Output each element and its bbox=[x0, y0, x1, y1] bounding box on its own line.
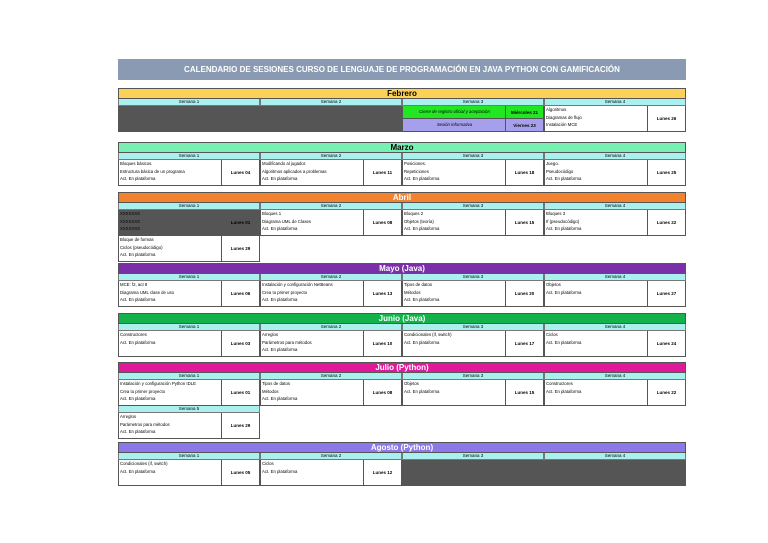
topic-line: Diagrama UML clase de uso bbox=[120, 289, 175, 295]
topic-line: Parámetros para métodos bbox=[120, 421, 170, 427]
week-row bbox=[118, 153, 686, 160]
event-row bbox=[402, 119, 544, 132]
topic-line: Objetos bbox=[546, 282, 561, 287]
session-topic bbox=[118, 210, 222, 236]
week-label: Semana 4 bbox=[544, 203, 686, 210]
topic-line: Arreglos bbox=[262, 332, 279, 337]
topic-line: Bloques 1 bbox=[262, 211, 282, 216]
session-cell bbox=[118, 210, 260, 236]
session-topic bbox=[402, 210, 506, 236]
topic-line: Act. En plataforma bbox=[262, 468, 298, 474]
topic-line: Act. En plataforma bbox=[262, 347, 298, 352]
session-date: Lunes 08 bbox=[364, 210, 402, 236]
session-cell bbox=[402, 380, 544, 406]
session-row bbox=[118, 331, 686, 357]
session-date: Lunes 05 bbox=[222, 460, 260, 486]
session-cell bbox=[118, 106, 260, 132]
topic-line: Act. En plataforma bbox=[546, 339, 582, 345]
session-cell bbox=[544, 281, 686, 307]
session-cell bbox=[544, 380, 686, 406]
topic-line: Act. En plataforma bbox=[262, 176, 298, 181]
topic-line: Bloque de formas bbox=[120, 237, 154, 242]
session-topic bbox=[260, 210, 364, 236]
session-topic bbox=[402, 281, 506, 307]
session-topic bbox=[544, 210, 648, 236]
session-topic bbox=[402, 380, 506, 406]
topic-line: Juego. bbox=[546, 161, 559, 166]
topic-line: Ciclos (pseudocódigo) bbox=[120, 244, 163, 250]
session-date: Lunes 26 bbox=[648, 106, 686, 132]
week-label: Semana 1 bbox=[118, 99, 260, 106]
session-date: Lunes 22 bbox=[648, 210, 686, 236]
topic-line: Act. En plataforma bbox=[404, 297, 440, 302]
session-row bbox=[118, 160, 686, 186]
session-topic bbox=[544, 460, 648, 486]
session-topic bbox=[118, 380, 222, 406]
week-row bbox=[118, 203, 686, 210]
topic-line: Act. En plataforma bbox=[404, 388, 440, 394]
session-date: Lunes 22 bbox=[648, 380, 686, 406]
topic-line: Act. En plataforma bbox=[120, 339, 156, 345]
session-topic bbox=[118, 160, 222, 186]
topic-line: Act. En plataforma bbox=[546, 226, 582, 231]
session-date: Lunes 08 bbox=[364, 380, 402, 406]
session-topic bbox=[402, 160, 506, 186]
topic-line: Métodos bbox=[262, 388, 279, 394]
week-label: Semana 4 bbox=[544, 274, 686, 281]
week-label: Semana 1 bbox=[118, 453, 260, 460]
page-title: CALENDARIO DE SESIONES CURSO DE LENGUAJE DE PROGRAMACIÓN EN JAVA PYTHON CON GAMIFICACIÓN bbox=[118, 59, 686, 80]
topic-line: Act. En plataforma bbox=[262, 297, 298, 302]
week-label: Semana 3 bbox=[402, 453, 544, 460]
week-row bbox=[118, 453, 686, 460]
session-cell bbox=[260, 331, 402, 357]
session-topic bbox=[118, 281, 222, 307]
session-cell bbox=[118, 281, 260, 307]
session-date bbox=[648, 460, 686, 486]
session-row bbox=[118, 106, 686, 132]
session-topic bbox=[260, 160, 364, 186]
event-row bbox=[402, 106, 544, 119]
topic-line: Act. En plataforma bbox=[120, 468, 156, 474]
topic-line: Diagrama UML de Clases bbox=[262, 218, 312, 224]
topic-line: Tipos de datos bbox=[262, 381, 291, 386]
session-cell bbox=[118, 236, 260, 262]
session-date: Lunes 15 bbox=[506, 210, 544, 236]
session-date: Lunes 13 bbox=[364, 281, 402, 307]
topic-line: Act. En plataforma bbox=[404, 226, 440, 231]
week-label: Semana 2 bbox=[260, 453, 402, 460]
session-cell bbox=[402, 160, 544, 186]
topic-line: Métodos bbox=[404, 289, 421, 295]
event-text: Sesión informativa bbox=[402, 119, 506, 132]
topic-line: Condicionales (if, switch) bbox=[404, 332, 452, 337]
month-agosto bbox=[118, 442, 686, 486]
topic-line: Instalación MCE bbox=[546, 122, 578, 127]
session-topic bbox=[544, 380, 648, 406]
session-cell bbox=[118, 380, 260, 406]
session-topic bbox=[402, 331, 506, 357]
topic-line: Algoritmos bbox=[546, 107, 567, 112]
session-date: Lunes 20 bbox=[506, 281, 544, 307]
session-cell bbox=[260, 281, 402, 307]
session-date: Lunes 29 bbox=[222, 413, 260, 439]
week-label: Semana 3 bbox=[402, 203, 544, 210]
session-date: Lunes 24 bbox=[648, 331, 686, 357]
topic-line: XXXXXXX bbox=[120, 211, 141, 216]
session-topic bbox=[260, 460, 364, 486]
session-topic bbox=[118, 331, 222, 357]
session-cell bbox=[544, 460, 686, 486]
topic-line: Bloques 2 bbox=[404, 211, 424, 216]
session-row bbox=[118, 210, 686, 236]
month-header: Abril bbox=[118, 192, 686, 203]
topic-line: Modificando al jugador. bbox=[262, 161, 307, 166]
month-header: Junio (Java) bbox=[118, 313, 686, 324]
topic-line: Act. En plataforma bbox=[120, 252, 156, 257]
week-row bbox=[118, 373, 686, 380]
session-date: Lunes 11 bbox=[364, 160, 402, 186]
session-cell bbox=[260, 160, 402, 186]
session-date bbox=[506, 460, 544, 486]
week-label: Semana 3 bbox=[402, 99, 544, 106]
session-topic bbox=[260, 281, 364, 307]
session-cell bbox=[402, 210, 544, 236]
week-label: Semana 4 bbox=[544, 453, 686, 460]
topic-line: Estructura básica de un programa bbox=[120, 168, 185, 174]
topic-line: Condicionales (if, switch) bbox=[120, 461, 168, 466]
session-cell bbox=[544, 160, 686, 186]
topic-line: Posiciones. bbox=[404, 161, 426, 166]
session-row bbox=[118, 460, 686, 486]
topic-line: Crea tu primer proyecto bbox=[262, 289, 308, 295]
topic-line: Diagramas de flujo bbox=[546, 114, 582, 120]
session-cell bbox=[402, 281, 544, 307]
topic-line: Act. En plataforma bbox=[120, 176, 156, 181]
session-topic bbox=[402, 460, 506, 486]
topic-line: Act. En plataforma bbox=[546, 176, 582, 181]
session-topic bbox=[260, 331, 364, 357]
session-cell bbox=[402, 331, 544, 357]
session-date: Lunes 25 bbox=[648, 160, 686, 186]
topic-line: Act. En plataforma bbox=[404, 339, 440, 345]
session-date: Lunes 01 bbox=[222, 210, 260, 236]
session-topic bbox=[118, 460, 222, 486]
topic-line: XXXXXXX bbox=[120, 226, 141, 231]
month-header: Agosto (Python) bbox=[118, 442, 686, 453]
topic-line: Act. En plataforma bbox=[120, 396, 156, 401]
topic-line: Act. En plataforma bbox=[262, 396, 298, 401]
session-topic bbox=[118, 106, 222, 132]
week-label: Semana 3 bbox=[402, 274, 544, 281]
month-junio bbox=[118, 313, 686, 357]
month-header: Julio (Python) bbox=[118, 362, 686, 373]
session-cell bbox=[118, 160, 260, 186]
topic-line: Parámetros para métodos bbox=[262, 339, 312, 345]
topic-line: Objetos (teoría) bbox=[404, 218, 434, 224]
month-header: Marzo bbox=[118, 142, 686, 153]
topic-line: Ciclos bbox=[546, 332, 558, 337]
week-label: Semana 1 bbox=[118, 153, 260, 160]
week-label: Semana 1 bbox=[118, 324, 260, 331]
topic-line: Constructores bbox=[120, 332, 147, 337]
month-mayo bbox=[118, 263, 686, 307]
session-date bbox=[364, 106, 402, 132]
topic-line: Ciclos bbox=[262, 461, 274, 466]
month-header: Mayo (Java) bbox=[118, 263, 686, 274]
topic-line: Act. En plataforma bbox=[404, 176, 440, 181]
month-marzo bbox=[118, 142, 686, 186]
session-date: Lunes 15 bbox=[506, 380, 544, 406]
session-cell bbox=[260, 460, 402, 486]
extra-row bbox=[118, 236, 686, 262]
session-topic bbox=[260, 380, 364, 406]
month-julio bbox=[118, 362, 686, 439]
week-label: Semana 3 bbox=[402, 153, 544, 160]
session-date: Lunes 17 bbox=[506, 331, 544, 357]
week-label: Semana 3 bbox=[402, 373, 544, 380]
session-topic bbox=[118, 236, 222, 262]
topic-line: Tipos de datos bbox=[404, 282, 433, 287]
topic-line: Objetos bbox=[404, 381, 419, 386]
session-row bbox=[118, 380, 686, 406]
topic-line: Bloques 3 bbox=[546, 211, 566, 216]
event-date: Miércoles 21 bbox=[506, 106, 544, 119]
topic-line: Crea tu primer proyecto bbox=[120, 388, 166, 394]
session-cell bbox=[544, 106, 686, 132]
week-label: Semana 5 bbox=[118, 406, 260, 413]
session-date: Lunes 03 bbox=[222, 331, 260, 357]
topic-line: Pseudocódigo bbox=[546, 168, 574, 174]
week-label: Semana 2 bbox=[260, 373, 402, 380]
topic-line: Repeticiones bbox=[404, 168, 429, 174]
week-label: Semana 4 bbox=[544, 153, 686, 160]
month-header: Febrero bbox=[118, 88, 686, 99]
session-cell bbox=[118, 331, 260, 357]
month-febrero bbox=[118, 88, 686, 132]
topic-line: Bloques básicos. bbox=[120, 161, 153, 166]
session-cell bbox=[118, 460, 260, 486]
session-row bbox=[118, 281, 686, 307]
topic-line: Arreglos bbox=[120, 414, 137, 419]
session-topic bbox=[544, 160, 648, 186]
topic-line: Instalación y configuración Python IDLE bbox=[120, 381, 196, 386]
session-topic bbox=[260, 106, 364, 132]
topic-line: MCE: f2, act 8 bbox=[120, 282, 148, 287]
topic-line: Instalación y configuración NetBeans bbox=[262, 282, 333, 287]
session-date: Lunes 06 bbox=[222, 281, 260, 307]
session-date: Lunes 18 bbox=[506, 160, 544, 186]
session-cell bbox=[260, 210, 402, 236]
session-cell bbox=[260, 380, 402, 406]
topic-line: Act. En plataforma bbox=[120, 429, 156, 434]
week-label: Semana 4 bbox=[544, 373, 686, 380]
week-label: Semana 3 bbox=[402, 324, 544, 331]
week-label: Semana 2 bbox=[260, 203, 402, 210]
session-cell bbox=[402, 460, 544, 486]
session-cell bbox=[118, 413, 260, 439]
week-label: Semana 1 bbox=[118, 274, 260, 281]
week-row bbox=[118, 324, 686, 331]
topic-line: XXXXXXX bbox=[120, 218, 141, 224]
week-label: Semana 2 bbox=[260, 274, 402, 281]
session-date bbox=[222, 106, 260, 132]
session-topic bbox=[544, 281, 648, 307]
week-row bbox=[118, 406, 686, 413]
topic-line: Act. En plataforma bbox=[262, 226, 298, 231]
week-label: Semana 1 bbox=[118, 373, 260, 380]
month-abril bbox=[118, 192, 686, 262]
extra-row bbox=[118, 413, 686, 439]
session-topic bbox=[544, 331, 648, 357]
week-label: Semana 1 bbox=[118, 203, 260, 210]
event-text: Cierre de registro oficial y aceptación bbox=[402, 106, 506, 119]
topic-line: Act. En plataforma bbox=[120, 297, 156, 302]
session-date: Lunes 04 bbox=[222, 160, 260, 186]
week-label: Semana 4 bbox=[544, 99, 686, 106]
session-topic bbox=[544, 106, 648, 132]
week-label: Semana 2 bbox=[260, 153, 402, 160]
session-cell bbox=[260, 106, 402, 132]
topic-line: If (pseudocódigo) bbox=[546, 218, 580, 224]
session-date: Lunes 29 bbox=[222, 236, 260, 262]
topic-line: Constructores bbox=[546, 381, 573, 386]
session-date: Lunes 12 bbox=[364, 460, 402, 486]
week-label: Semana 2 bbox=[260, 324, 402, 331]
week-label: Semana 2 bbox=[260, 99, 402, 106]
week-label: Semana 4 bbox=[544, 324, 686, 331]
session-cell bbox=[544, 331, 686, 357]
topic-line: Act. En plataforma bbox=[546, 289, 582, 295]
week-row bbox=[118, 274, 686, 281]
topic-line: Act. En plataforma bbox=[546, 388, 582, 394]
topic-line: Algoritmos aplicados a problemas bbox=[262, 168, 327, 174]
session-topic bbox=[118, 413, 222, 439]
session-date: Lunes 10 bbox=[364, 331, 402, 357]
event-date: Viernes 23 bbox=[506, 119, 544, 132]
session-date: Lunes 27 bbox=[648, 281, 686, 307]
session-date: Lunes 01 bbox=[222, 380, 260, 406]
split-cell bbox=[402, 106, 544, 132]
week-row bbox=[118, 99, 686, 106]
session-cell bbox=[544, 210, 686, 236]
